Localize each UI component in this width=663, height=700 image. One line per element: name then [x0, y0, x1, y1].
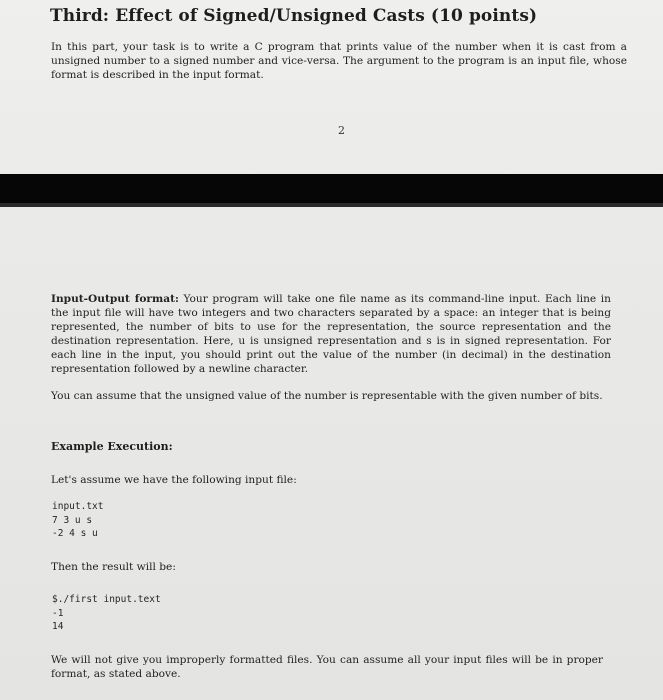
result-intro: Then the result will be: [51, 561, 176, 573]
output-line: $./first input.text [52, 594, 161, 605]
page-break-bar [0, 174, 663, 207]
io-format-paragraph [51, 292, 611, 376]
example-heading: Example Execution: [51, 440, 173, 453]
output-line: 14 [52, 621, 64, 632]
input-file-line: 7 3 u s [52, 514, 93, 526]
output-line: -1 [52, 607, 64, 619]
input-file-line: -2 4 s u [52, 528, 98, 539]
input-file-listing [52, 500, 103, 541]
output-listing [52, 593, 161, 634]
closing-note: We will not give you improperly formatted files. You can assume all your input files will be in proper format, as stated above. [51, 654, 603, 680]
example-intro: Let's assume we have the following input file: [51, 474, 297, 486]
assumption-paragraph: You can assume that the unsigned value of the number is representable with the given number of bits. [51, 390, 603, 402]
section-title: Third: Effect of Signed/Unsigned Casts (10 points) [50, 6, 538, 26]
intro-paragraph: In this part, your task is to write a C program that prints value of the number when it is cast from a unsigned number to a signed number and vice-versa. The argument to the program is an input file, whose format is described in the input format. [51, 41, 627, 81]
page-number: 2 [338, 124, 345, 137]
io-format-label: Input-Output format: [51, 293, 179, 305]
page-break-edge [0, 203, 663, 207]
io-format-text: Your program will take one file name as its command-line input. Each line in the input file will have two integers and two characters separated by a space: an integer that is being represented, the number of bits to use for the representation, the source representation and the destination representation. Here, u is unsigned representation and s is in signed representation. For each line in the input, you should print out the value of the number (in decimal) in the destination representation followed by a newline character. [51, 293, 612, 375]
input-file-line: input.txt [52, 501, 104, 512]
